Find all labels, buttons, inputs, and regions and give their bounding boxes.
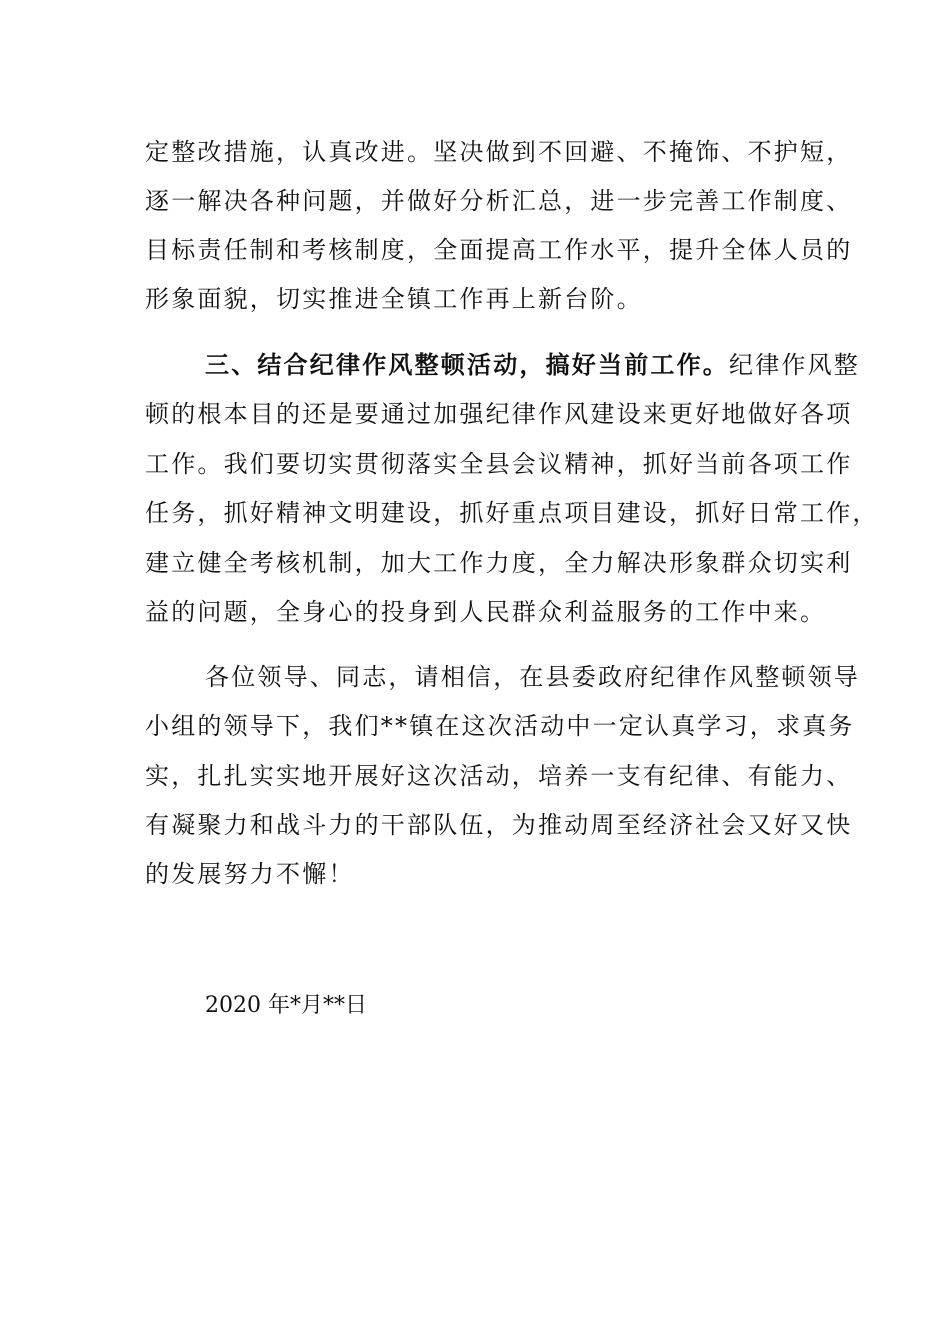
paragraph-3-line-1: 各位领导、同志，请相信，在县委政府纪律作风整顿领导 [205,663,860,691]
paragraph-3-line-5: 的发展努力不懈！ [145,860,355,888]
paragraph-2-line-5: 建立健全考核机制，加大工作力度，全力解决形象群众切实利 [145,549,853,577]
paragraph-1-line-2: 逐一解决各种问题，并做好分析汇总，进一步完善工作制度、 [145,187,853,215]
paragraph-3-line-4: 有凝聚力和战斗力的干部队伍，为推动周至经济社会又好又快 [145,811,853,839]
paragraph-2-line-2: 顿的根本目的还是要通过加强纪律作风建设来更好地做好各项 [145,400,853,428]
paragraph-2-line-1 [205,350,860,380]
paragraph-3-line-3: 实，扎扎实实地开展好这次活动，培养一支有纪律、有能力、 [145,762,853,790]
paragraph-3-line-2: 小组的领导下，我们**镇在这次活动中一定认真学习，求真务 [145,712,855,740]
paragraph-2-line-4: 任务，抓好精神文明建设，抓好重点项目建设，抓好日常工作， [145,499,879,527]
paragraph-1-line-3: 目标责任制和考核制度，全面提高工作水平，提升全体人员的 [145,236,853,264]
section-heading: 三、结合纪律作风整顿活动，搞好当前工作。 [205,350,729,379]
paragraph-1-line-1: 定整改措施，认真改进。坚决做到不回避、不掩饰、不护短， [145,138,853,166]
paragraph-1-line-4: 形象面貌，切实推进全镇工作再上新台阶。 [145,285,643,313]
paragraph-2-line-1-rest: 纪律作风整 [729,351,860,379]
document-date: 2020 年*月**日 [205,993,367,1018]
paragraph-2-line-3: 工作。我们要切实贯彻落实全县会议精神，抓好当前各项工作 [145,450,853,478]
paragraph-2-line-6: 益的问题，全身心的投身到人民群众利益服务的工作中来。 [145,598,827,626]
